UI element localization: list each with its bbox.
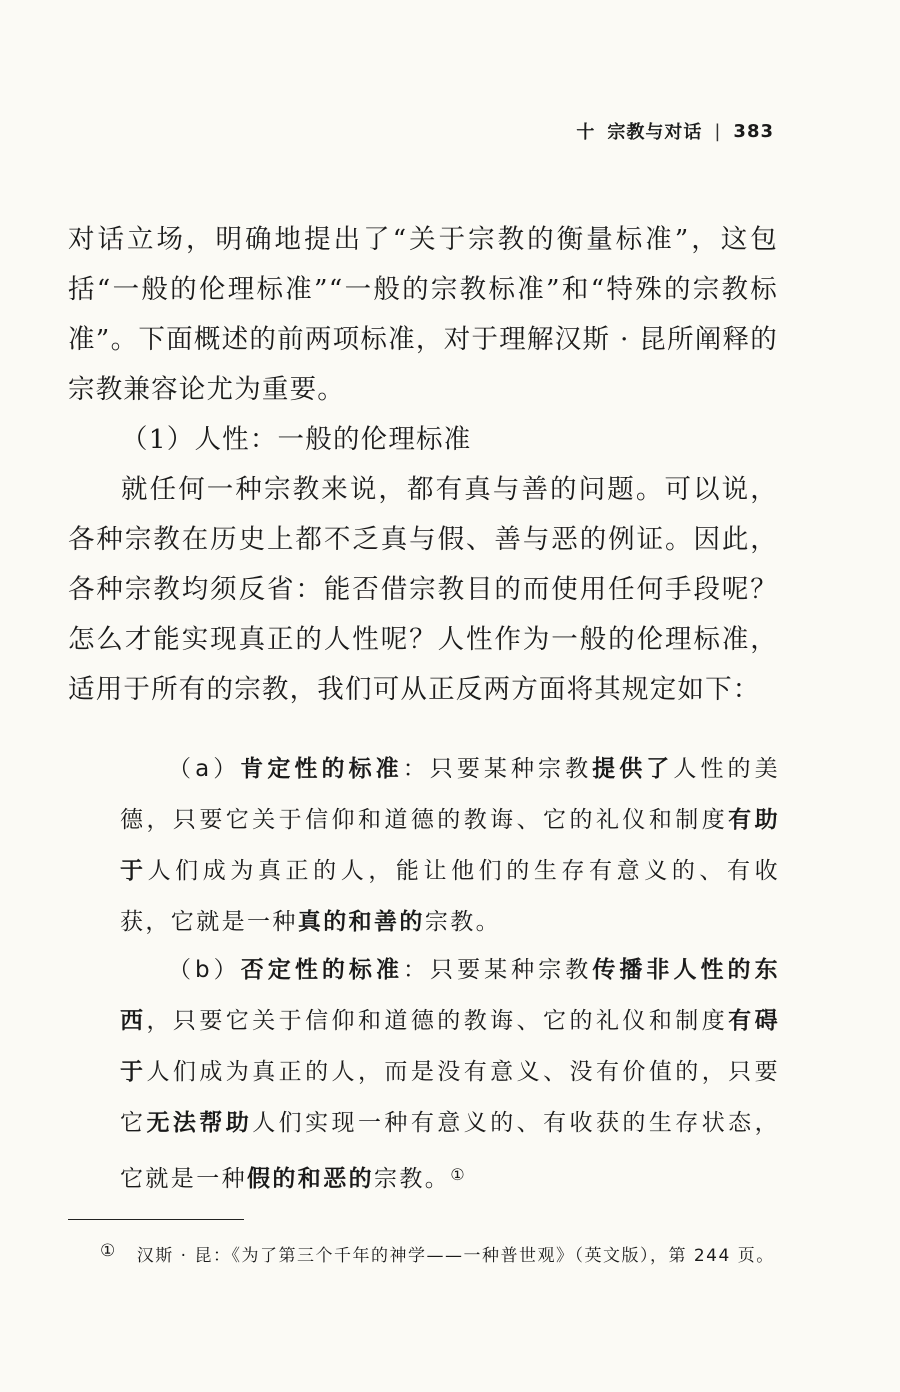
footnote-reference[interactable]: ①: [450, 1165, 467, 1184]
quote-b-term: 否定性的标准: [240, 957, 403, 983]
footnote-divider: [68, 1219, 244, 1220]
quote-b-label: （b）: [168, 957, 241, 983]
quote-a-text: 人们成为真正的人，能让他们的生存有意义的、有收获，它就是一种: [120, 858, 780, 935]
quote-b-text: ，只要它关于信仰和道德的教诲、它的礼仪和制度: [146, 1008, 729, 1034]
quote-b-emphasis: 无法帮助: [146, 1110, 253, 1136]
quote-b-text: ：只要某种宗教: [403, 957, 593, 983]
quote-a-label: （a）: [168, 756, 241, 782]
paragraph-2: 就任何一种宗教来说，都有真与善的问题。可以说，各种宗教在历史上都不乏真与假、善与恶的例证。因此，各种宗教均须反省：能否借宗教目的而使用任何手段呢？怎么才能实现真正的人性呢？人性作为一般的伦理标准，适用于所有的宗教，我们可从正反两方面将其规定如下：: [68, 474, 778, 705]
running-header: [576, 118, 774, 144]
chapter-number: 十: [576, 122, 596, 143]
quote-a-emphasis: 提供了: [592, 756, 674, 782]
section-subheading: （1）人性：一般的伦理标准: [121, 424, 472, 455]
main-text: [68, 215, 778, 715]
quote-b: [120, 945, 780, 1205]
quote-b-text: 人们实现一种有意义的、有收获的生存状态，它就是一种: [120, 1110, 780, 1192]
quote-b-text: 宗教。: [374, 1166, 451, 1192]
quote-a-term: 肯定性的标准: [240, 756, 403, 782]
quote-a-text: 人性的美德，只要它关于信仰和道德的教诲、它的礼仪和制度: [120, 756, 780, 833]
paragraph-1: 对话立场，明确地提出了“关于宗教的衡量标准”，这包括“一般的伦理标准”“一般的宗教标准”和“特殊的宗教标准”。下面概述的前两项标准，对于理解汉斯 · 昆所阐释的宗教兼容论尤为重要。: [68, 224, 778, 405]
quote-b-emphasis: 传播非人性的东西: [120, 957, 780, 1034]
quote-a: [120, 744, 780, 948]
quote-a-text: ：只要某种宗教: [402, 756, 593, 782]
quote-b-emphasis: 假的和恶的: [247, 1166, 374, 1192]
quote-b-emphasis: 有碍于: [120, 1008, 780, 1085]
chapter-title: 宗教与对话: [607, 122, 703, 143]
footnote-mark: ①: [100, 1241, 117, 1261]
quote-a-emphasis: 真的和善的: [297, 909, 425, 935]
quote-a-emphasis: 有助于: [120, 807, 780, 884]
quote-a-text: 宗教。: [424, 909, 502, 935]
quote-b-text: 人们成为真正的人，而是没有意义、没有价值的，只要它: [120, 1059, 780, 1136]
footnote-text: 汉斯 · 昆：《为了第三个千年的神学——一种普世观》（英文版），第 244 页。: [136, 1246, 775, 1266]
header-separator: |: [714, 120, 722, 142]
footnote: [100, 1241, 775, 1266]
page-number: 383: [733, 120, 774, 142]
